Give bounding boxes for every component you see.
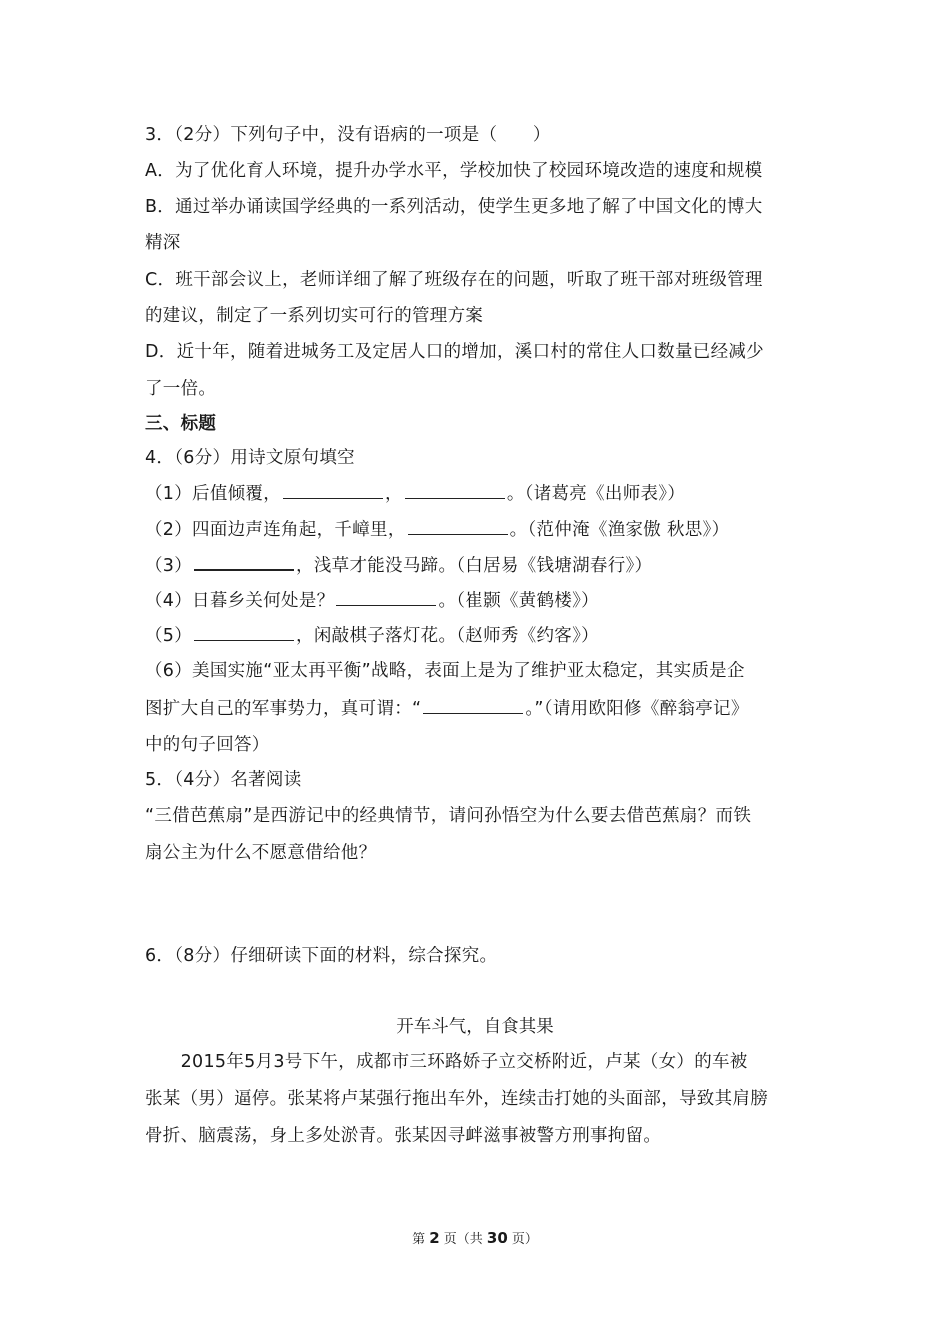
q4-item-1-text: （1）后值倾覆，: [145, 484, 282, 504]
footer-middle: 页（共: [439, 1232, 487, 1247]
current-page-number: 2: [429, 1229, 440, 1247]
q4-item-5: [145, 623, 599, 648]
passage-line: 骨折、脑震荡，身上多处淤青。张某因寻衅滋事被警方刑事拘留。: [145, 1126, 662, 1146]
q4-item-6-cont: [145, 696, 749, 721]
q4-item-2-text: （2）四面边声连角起，千嶂里，: [145, 520, 406, 540]
q4-item-5-num: （5）: [145, 626, 193, 646]
q5-question: “三借芭蕉扇”是西游记中的经典情节，请问孙悟空为什么要去借芭蕉扇？而铁: [145, 806, 752, 826]
q6-stem: 6．（8分）仔细研读下面的材料，综合探究。: [145, 946, 498, 966]
q3-option-c-cont: 的建议，制定了一系列切实可行的管理方案: [145, 306, 484, 326]
section-heading: 三、标题: [145, 414, 217, 434]
q4-item-2: [145, 517, 729, 542]
answer-blank[interactable]: [194, 552, 294, 571]
q5-question-cont: 扇公主为什么不愿意借给他？: [145, 843, 377, 863]
answer-blank[interactable]: [336, 588, 436, 606]
q3-option-d: D．近十年，随着进城务工及定居人口的增加，溪口村的常住人口数量已经减少: [145, 342, 764, 362]
q3-option-b-cont: 精深: [145, 233, 181, 253]
q4-item-3-num: （3）: [145, 556, 193, 576]
q4-item-6-text: 图扩大自己的军事势力，真可谓：“: [145, 699, 422, 719]
q4-item-1: [145, 481, 685, 506]
footer-prefix: 第: [412, 1232, 430, 1247]
total-page-count: 30: [486, 1229, 508, 1247]
q4-item-4: [145, 588, 599, 613]
passage-line: 张某（男）逼停。张某将卢某强行拖出车外，连续击打她的头面部，导致其肩膀: [145, 1089, 768, 1109]
q4-item-3-text: ，浅草才能没马蹄。（白居易《钱塘湖春行》）: [296, 556, 653, 576]
answer-blank[interactable]: [194, 623, 294, 641]
q4-item-6-source: 。”（请用欧阳修《醉翁亭记》: [525, 699, 749, 719]
q4-item-1-source: 。（诸葛亮《出师表》）: [506, 484, 686, 504]
q5-stem: 5．（4分）名著阅读: [145, 770, 302, 790]
answer-blank[interactable]: [283, 481, 383, 499]
passage-line: 2015年5月3号下午，成都市三环路娇子立交桥附近，卢某（女）的车被: [145, 1052, 748, 1072]
q3-option-d-cont: 了一倍。: [145, 379, 217, 399]
answer-blank[interactable]: [423, 696, 523, 714]
q4-stem: 4．（6分）用诗文原句填空: [145, 448, 355, 468]
q4-item-6: （6）美国实施“亚太再平衡”战略，表面上是为了维护亚太稳定，其实质是企: [145, 661, 745, 681]
q4-item-5-text: ，闲敲棋子落灯花。（赵师秀《约客》）: [296, 626, 599, 646]
page-footer: [0, 1228, 950, 1247]
q4-item-1-sep: ，: [385, 484, 403, 504]
q3-option-a: A．为了优化育人环境，提升办学水平，学校加快了校园环境改造的速度和规模: [145, 161, 763, 181]
q4-item-4-text: （4）日暮乡关何处是？: [145, 591, 335, 611]
q4-item-4-source: 。（崔颢《黄鹤楼》）: [438, 591, 599, 611]
q4-item-6-end: 中的句子回答）: [145, 735, 270, 755]
footer-suffix: 页）: [507, 1232, 538, 1247]
answer-blank[interactable]: [405, 481, 505, 499]
q4-item-3: [145, 552, 652, 578]
passage-title: 开车斗气，自食其果: [396, 1017, 554, 1037]
answer-blank[interactable]: [408, 517, 508, 535]
q4-item-2-source: 。（范仲淹《渔家傲 秋思》）: [509, 520, 730, 540]
q3-stem: 3．（2分）下列句子中，没有语病的一项是（ ）: [145, 125, 551, 145]
q3-option-b: B．通过举办诵读国学经典的一系列活动，使学生更多地了解了中国文化的博大: [145, 197, 763, 217]
q3-option-c: C．班干部会议上，老师详细了解了班级存在的问题，听取了班干部对班级管理: [145, 270, 763, 290]
